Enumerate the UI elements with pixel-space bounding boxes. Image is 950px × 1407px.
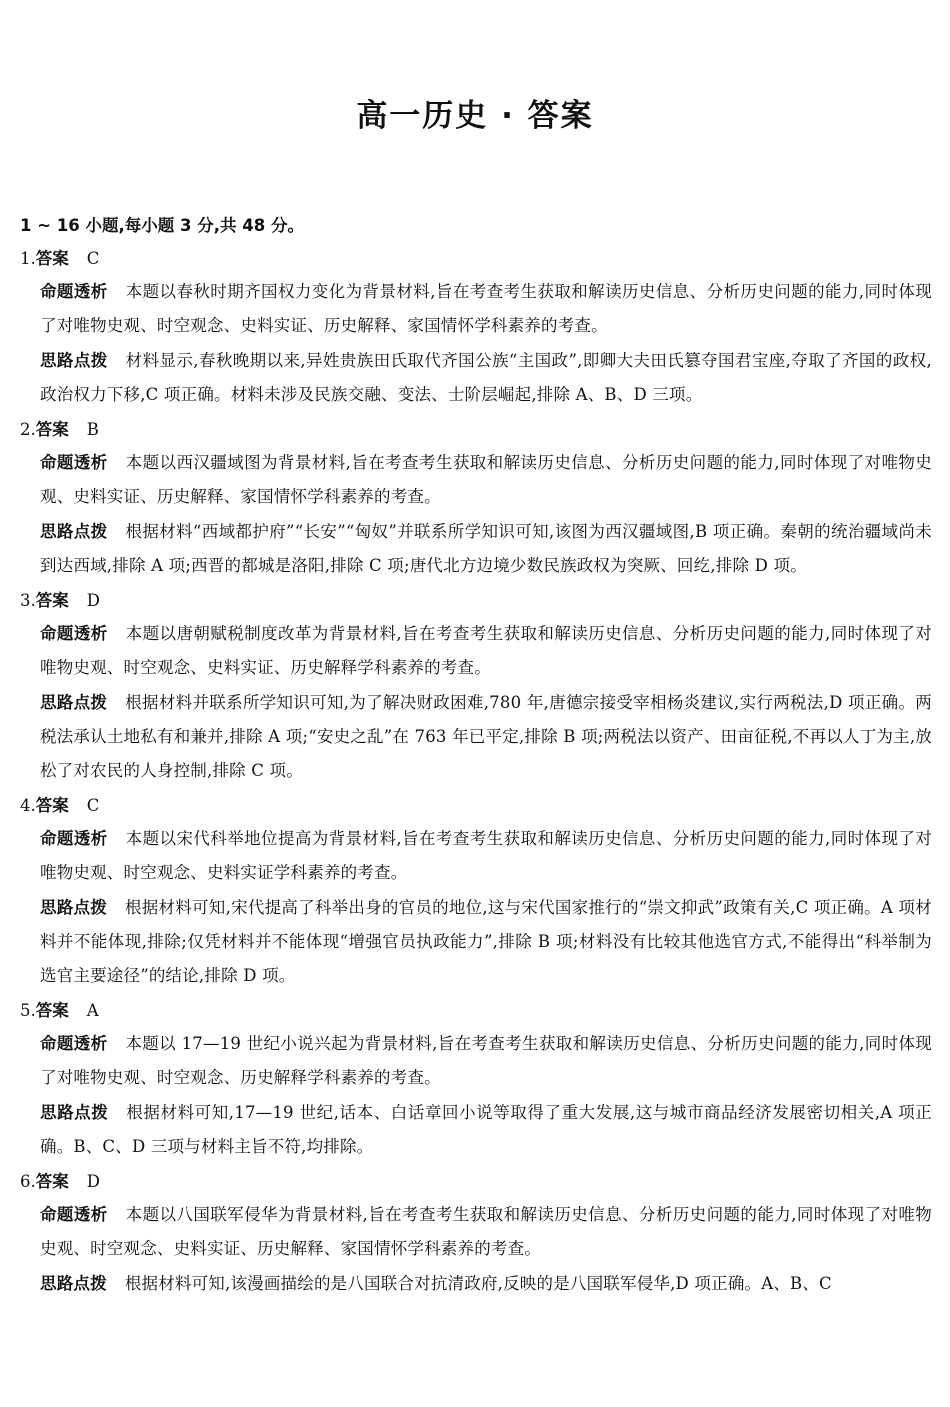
analysis-paragraph	[40, 1027, 932, 1095]
question-2	[20, 415, 932, 583]
hint-text: 根据材料“西域都护府”“长安”“匈奴”并联系所学知识可知,该图为西汉疆域图,B 项正确。秦朝的统治疆域尚未到达西域,排除 A 项;西晋的都城是洛阳,排除 C 项;唐代北方边境少数民族政权为突厥、回纥,排除 D 项。	[40, 522, 932, 575]
question-5	[20, 996, 932, 1164]
answer-value: C	[86, 249, 100, 268]
answer-label: 答案	[35, 249, 69, 268]
page-title: 高一历史 · 答案	[356, 98, 594, 134]
analysis-text: 本题以 17—19 世纪小说兴起为背景材料,旨在考查考生获取和解读历史信息、分析历史问题的能力,同时体现了对唯物史观、时空观念、历史解释学科素养的考查。	[40, 1034, 932, 1087]
analysis-label: 命题透析	[40, 829, 108, 848]
answer-label: 答案	[35, 591, 69, 610]
analysis-text: 本题以西汉疆域图为背景材料,旨在考查考生获取和解读历史信息、分析历史问题的能力,同时体现了对唯物史观、史料实证、历史解释、家国情怀学科素养的考查。	[40, 453, 932, 506]
section-intro-text: 1 ~ 16 小题,每小题 3 分,共 48 分。	[20, 216, 304, 235]
analysis-paragraph	[40, 822, 932, 890]
hint-label: 思路点拨	[40, 693, 108, 712]
hint-paragraph	[40, 344, 932, 412]
hint-text: 根据材料可知,宋代提高了科举出身的官员的地位,这与宋代国家推行的“崇文抑武”政策有关,C 项正确。A 项材料并不能体现,排除;仅凭材料并不能体现“增强官员执政能力”,排除 B 项;材料没有比较其他选官方式,不能得出“科举制为选官主要途径”的结论,排除 D 项。	[40, 898, 932, 985]
question-number: 3.	[20, 591, 36, 610]
analysis-paragraph	[40, 446, 932, 514]
question-number: 6.	[20, 1172, 36, 1191]
question-3	[20, 586, 932, 788]
analysis-text: 本题以宋代科举地位提高为背景材料,旨在考查考生获取和解读历史信息、分析历史问题的能力,同时体现了对唯物史观、时空观念、史料实证学科素养的考查。	[40, 829, 932, 882]
answer-content	[20, 211, 932, 1301]
analysis-label: 命题透析	[40, 453, 108, 472]
hint-text: 材料显示,春秋晚期以来,异姓贵族田氏取代齐国公族“主国政”,即卿大夫田氏篡夺国君宝座,夺取了齐国的政权,政治权力下移,C 项正确。材料未涉及民族交融、变法、士阶层崛起,排除 A、B、D 三项。	[40, 351, 932, 404]
hint-paragraph	[40, 891, 932, 993]
analysis-paragraph	[40, 1198, 932, 1266]
hint-label: 思路点拨	[40, 1103, 109, 1122]
analysis-text: 本题以春秋时期齐国权力变化为背景材料,旨在考查考生获取和解读历史信息、分析历史问题的能力,同时体现了对唯物史观、时空观念、史料实证、历史解释、家国情怀学科素养的考查。	[40, 282, 932, 335]
answer-value: D	[86, 1172, 100, 1191]
question-number: 4.	[20, 796, 36, 815]
hint-label: 思路点拨	[40, 1274, 107, 1293]
analysis-label: 命题透析	[40, 282, 108, 301]
answer-value: D	[86, 591, 100, 610]
section-intro	[20, 211, 932, 241]
answer-value: C	[86, 796, 100, 815]
question-1	[20, 244, 932, 412]
analysis-text: 本题以唐朝赋税制度改革为背景材料,旨在考查考生获取和解读历史信息、分析历史问题的能力,同时体现了对唯物史观、时空观念、史料实证、历史解释学科素养的考查。	[40, 624, 932, 677]
question-header	[20, 1167, 932, 1197]
answer-label: 答案	[35, 796, 69, 815]
hint-paragraph	[40, 686, 932, 788]
question-number: 5.	[20, 1001, 36, 1020]
answer-label: 答案	[35, 1001, 69, 1020]
question-number: 1.	[20, 249, 36, 268]
hint-text: 根据材料可知,该漫画描绘的是八国联合对抗清政府,反映的是八国联军侵华,D 项正确。A、B、C	[124, 1274, 832, 1293]
analysis-paragraph	[40, 275, 932, 343]
question-header	[20, 996, 932, 1026]
hint-label: 思路点拨	[40, 351, 108, 370]
analysis-label: 命题透析	[40, 1034, 108, 1053]
question-header	[20, 586, 932, 616]
hint-paragraph	[40, 1267, 932, 1301]
hint-label: 思路点拨	[40, 522, 108, 541]
question-6	[20, 1167, 932, 1301]
analysis-paragraph	[40, 617, 932, 685]
question-header	[20, 415, 932, 445]
question-number: 2.	[20, 420, 36, 439]
answer-label: 答案	[35, 1172, 69, 1191]
hint-text: 根据材料并联系所学知识可知,为了解决财政困难,780 年,唐德宗接受宰相杨炎建议,实行两税法,D 项正确。两税法承认土地私有和兼并,排除 A 项;“安史之乱”在 763 年已平定,排除 B 项;两税法以资产、田亩征税,不再以人丁为主,放松了对农民的人身控制,排除 C 项。	[40, 693, 932, 780]
answer-value: A	[86, 1001, 99, 1020]
hint-label: 思路点拨	[40, 898, 108, 917]
question-header	[20, 244, 932, 274]
analysis-label: 命题透析	[40, 624, 108, 643]
answer-value: B	[86, 420, 99, 439]
analysis-text: 本题以八国联军侵华为背景材料,旨在考查考生获取和解读历史信息、分析历史问题的能力,同时体现了对唯物史观、时空观念、史料实证、历史解释、家国情怀学科素养的考查。	[40, 1205, 932, 1258]
hint-paragraph	[40, 1096, 932, 1164]
hint-paragraph	[40, 515, 932, 583]
question-header	[20, 791, 932, 821]
answer-label: 答案	[35, 420, 69, 439]
analysis-label: 命题透析	[40, 1205, 108, 1224]
hint-text: 根据材料可知,17—19 世纪,话本、白话章回小说等取得了重大发展,这与城市商品经济发展密切相关,A 项正确。B、C、D 三项与材料主旨不符,均排除。	[40, 1103, 932, 1156]
question-4	[20, 791, 932, 993]
